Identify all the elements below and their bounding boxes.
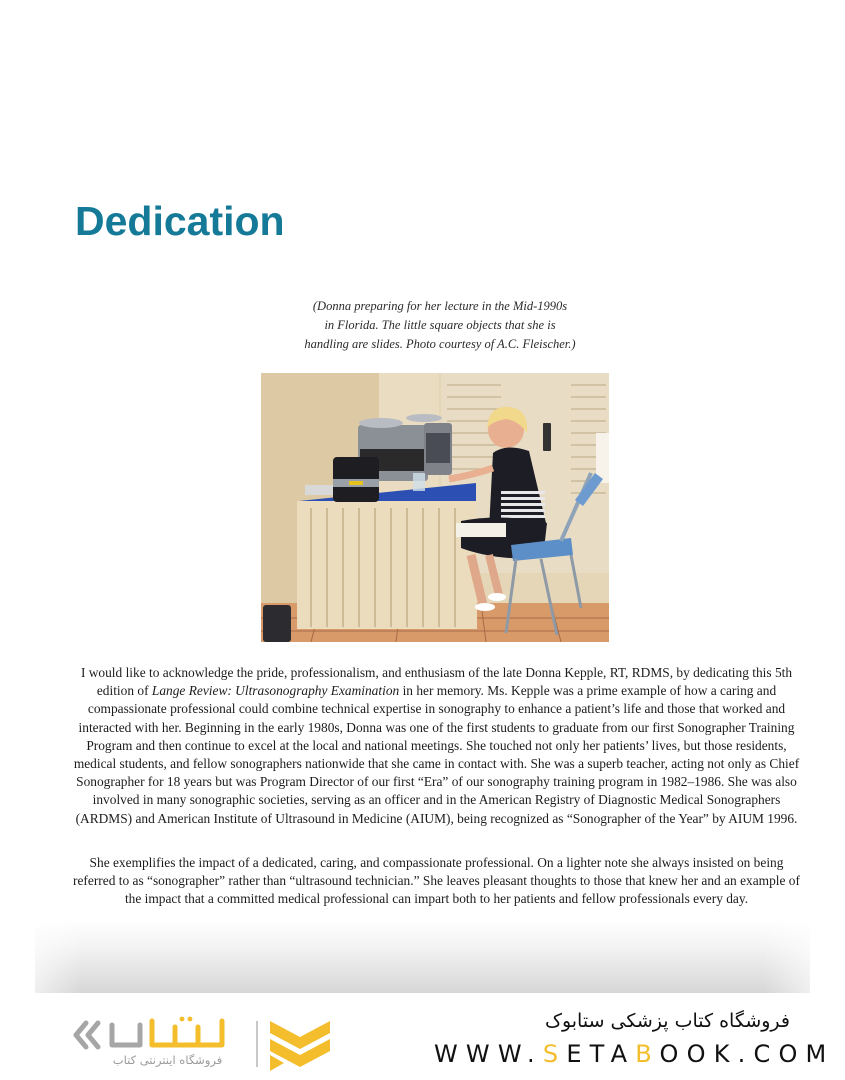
url-part: ETA: [566, 1040, 636, 1068]
dedication-paragraph-2: She exemplifies the impact of a dedicated, caring, and compassionate professional. On a lighter note she always insisted on being referred to as “sonographer” rather than “ultrasound technician.” She leaves pleasant thoughts to those that knew her and an example of the impact that a committed medical professional can impart both to her patients and fellow professionals every day.: [73, 855, 800, 907]
url-part: OOK.COM: [659, 1040, 835, 1068]
url-part: WWW.: [434, 1040, 543, 1068]
caption-line: handling are slides. Photo courtesy of A.C. Fleischer.): [304, 337, 576, 351]
logo-divider: [256, 1021, 258, 1067]
url-highlight-letter: B: [635, 1040, 660, 1068]
store-name: فروشگاه کتاب پزشکی ستابوک: [544, 1010, 790, 1032]
store-url-link[interactable]: [434, 1040, 834, 1068]
photo-illustration: [261, 373, 609, 642]
setabook-wordmark-icon: [72, 1015, 232, 1055]
logo-subtitle: فروشگاه اینترنتی کتاب: [112, 1053, 223, 1067]
book-title: Lange Review: Ultrasonography Examination: [151, 683, 400, 699]
page-title: Dedication: [75, 198, 285, 244]
setabook-logo[interactable]: [72, 1015, 337, 1075]
chevron-book-icon: [268, 1017, 332, 1073]
caption-line: (Donna preparing for her lecture in the Mid-1990s: [312, 299, 568, 313]
page-bottom-shadow: [35, 920, 810, 993]
dedication-photo: [261, 373, 609, 642]
url-highlight-letter: S: [542, 1040, 567, 1068]
paragraph-text: in her memory. Ms. Kepple was a prime example of how a caring and compassionate professional could combine technical expertise in sonography to enhance a patient’s life and those that worked and interacted with her. Beginning in the early 1980s, Donna was one of the first students to graduate from our first Sonographer Training Program and then continue to excel at the local and national meetings. She touched not only her patients’ lives, but those residents, medical students, and fellow sonographers nationwide that she came in contact with. She was a superb teacher, acting not only as Chief Sonographer for 18 years but was Program Director of our first “Era” of our sonography training program in 1982–1986. She was also involved in many sonographic societies, serving as an officer and in the American Registry of Diagnostic Medical Sonographers (ARDMS) and American Institute of Ultrasound in Medicine (AIUM), being recognized as “Sonographer of the Year” by AIUM 1996.: [73, 683, 800, 826]
dedication-paragraph-1: [70, 664, 803, 828]
paragraph-text: I would like to acknowledge the pride, professionalism, and enthusiasm of the late Donna Kepple, RT, RDMS, by dedicating this 5th edition of: [80, 665, 793, 699]
photo-caption: [250, 297, 630, 354]
caption-line: in Florida. The little square objects that she is: [324, 318, 556, 332]
